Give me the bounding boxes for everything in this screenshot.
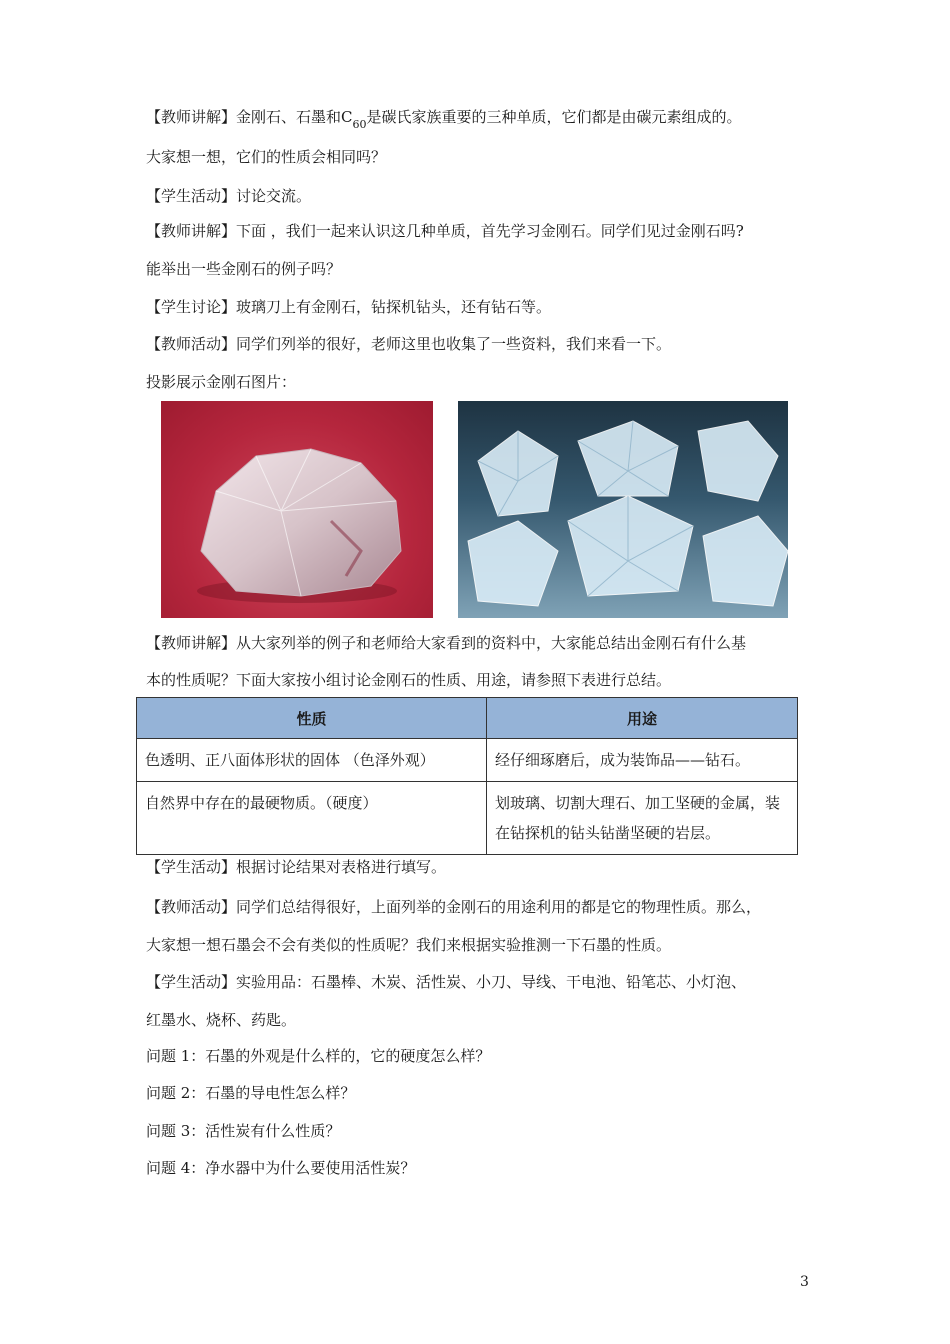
question-1: 问题 1：石墨的外观是什么样的，它的硬度怎么样？ [146,1047,491,1065]
paragraph-teacher-intro: 【教师讲解】金刚石、石墨和$C_{60}$是碳氏家族重要的三种单质，它们都是由碳元素组成的。 [146,108,742,131]
paragraph-teacher-summary: 【教师讲解】从大家列举的例子和老师给大家看到的资料中，大家能总结出金刚石有什么基 [146,634,747,652]
paragraph-experiment-materials: 【学生活动】实验用品：石墨棒、木炭、活性炭、小刀、导线、干电池、铅笔芯、小灯泡、 [146,973,747,991]
paragraph-line: 能举出一些金刚石的例子吗？ [146,260,342,278]
table-header-uses: 用途 [487,698,798,739]
table-row [137,782,798,855]
paragraph-line: 红墨水、烧杯、药匙。 [146,1011,297,1029]
paragraph-student-activity: 【学生活动】讨论交流。 [146,187,312,205]
paragraph-teacher-activity-2: 【教师活动】同学们总结得很好，上面列举的金刚石的用途利用的都是它的物理性质。那么， [146,898,762,916]
question-2: 问题 2：石墨的导电性怎么样？ [146,1084,356,1102]
page-number: 3 [800,1274,809,1290]
table-cell: 自然界中存在的最硬物质。（硬度） [137,782,487,855]
table-cell: 色透明、正八面体形状的固体 （色泽外观） [137,739,487,782]
diamond-properties-table [136,697,798,855]
table-cell: 划玻璃、切割大理石、加工坚硬的金属，装在钻探机的钻头钻凿坚硬的岩层。 [487,782,798,855]
paragraph-line: 大家想一想，它们的性质会相同吗？ [146,148,387,166]
paragraph-teacher-lecture: 【教师讲解】下面 ，我们一起来认识这几种单质，首先学习金刚石。同学们见过金刚石吗? [146,222,744,240]
paragraph-student-discussion: 【学生讨论】玻璃刀上有金刚石，钻探机钻头，还有钻石等。 [146,298,552,316]
table-row [137,739,798,782]
subscript-60: 60 [352,118,367,131]
cut-diamonds-image [458,401,788,618]
table-cell: 经仔细琢磨后，成为装饰品——钻石。 [487,739,798,782]
paragraph-teacher-activity: 【教师活动】同学们列举的很好，老师这里也收集了一些资料，我们来看一下。 [146,335,672,353]
paragraph-projection: 投影展示金刚石图片： [146,373,297,391]
question-3: 问题 3：活性炭有什么性质？ [146,1122,341,1140]
table-header-row [137,698,798,739]
paragraph-line: 大家想一想石墨会不会有类似的性质呢？我们来根据实验推测一下石墨的性质。 [146,936,672,954]
paragraph-line: 本的性质呢？下面大家按小组讨论金刚石的性质、用途，请参照下表进行总结。 [146,671,672,689]
question-4: 问题 4：净水器中为什么要使用活性炭？ [146,1159,416,1177]
paragraph-student-fill-table: 【学生活动】根据讨论结果对表格进行填写。 [146,858,447,876]
table-header-properties: 性质 [137,698,487,739]
rough-diamond-image [161,401,433,618]
